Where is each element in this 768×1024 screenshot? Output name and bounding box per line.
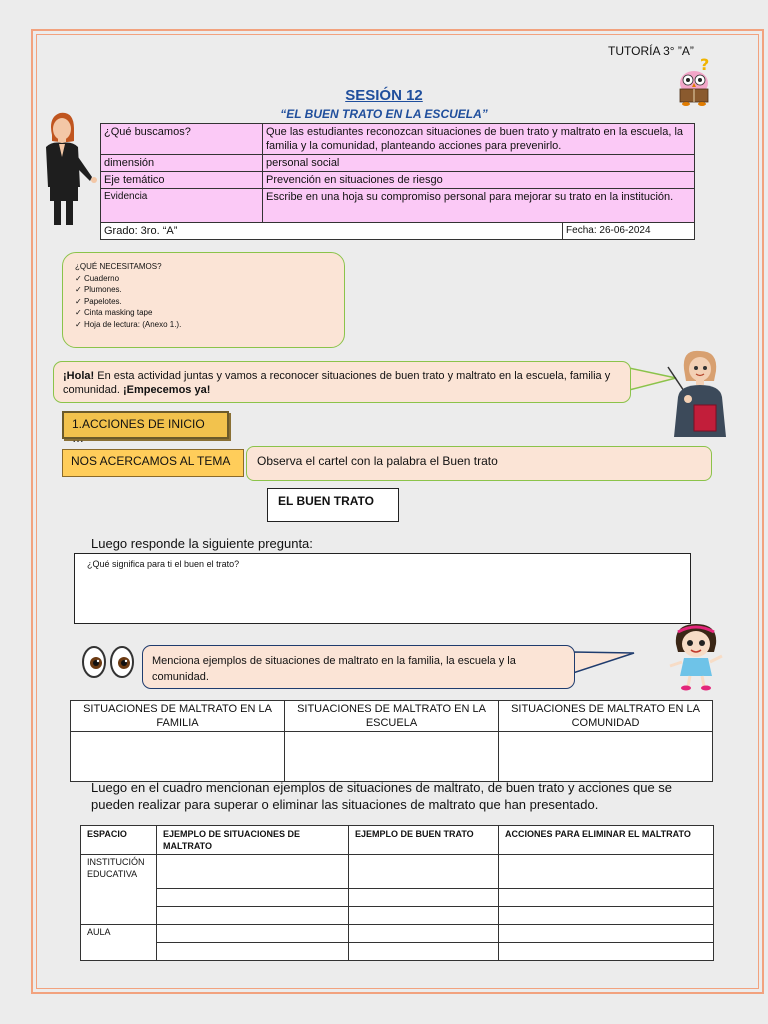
answer-cell[interactable] (157, 925, 349, 943)
buen-trato-box: EL BUEN TRATO (267, 488, 399, 522)
hola-start: ¡Empecemos ya! (122, 384, 211, 396)
column-header: EJEMPLO DE BUEN TRATO (349, 826, 499, 855)
answer-cell[interactable] (349, 855, 499, 889)
column-header: EJEMPLO DE SITUACIONES DE MALTRATO (157, 826, 349, 855)
answer-cell[interactable] (157, 907, 349, 925)
answer-cell[interactable] (349, 925, 499, 943)
girl-waving-illustration (664, 622, 728, 692)
nos-acercamos-label: NOS ACERCAMOS AL TEMA (62, 449, 244, 477)
bubble-tail (572, 649, 638, 677)
info-row (101, 172, 695, 189)
eyes-icon (80, 643, 136, 683)
needs-item: ✓ Papelotes. (75, 296, 122, 306)
answer-cell[interactable] (499, 889, 714, 907)
answer-cell[interactable] (499, 732, 713, 782)
table-header-row (71, 701, 713, 732)
checkmark-icon: ✓ (75, 285, 84, 294)
svg-text:?: ? (700, 56, 710, 74)
pregunta-answer-box[interactable]: ¿Qué significa para ti el buen el trato? (74, 553, 691, 624)
luego-cuadro-text: Luego en el cuadro mencionan ejemplos de situaciones de maltrato, de buen trato y acciones que se pueden realizar para superar o eliminar las situaciones de maltrato que han presentado. (91, 780, 673, 812)
table-header-row (81, 826, 714, 855)
checkmark-icon: ✓ (75, 319, 84, 329)
acciones-table (80, 825, 714, 961)
answer-cell[interactable] (499, 925, 714, 943)
hola-greeting: ¡Hola! (63, 370, 95, 382)
answer-cell[interactable] (285, 732, 499, 782)
info-key: Eje temático (101, 172, 263, 189)
needs-item: ✓ Hoja de lectura: (Anexo 1.). (75, 319, 182, 329)
row-label: AULA (81, 925, 157, 961)
row-label: INSTITUCIÓN EDUCATIVA (81, 855, 157, 925)
grado-cell: Grado: 3ro. “A” (101, 223, 563, 240)
table-row (81, 855, 714, 889)
info-key: Evidencia (101, 189, 263, 223)
maltrato-table (70, 700, 713, 782)
needs-item: ✓ Cinta masking tape (75, 308, 153, 317)
column-header: SITUACIONES DE MALTRATO EN LA ESCUELA (285, 701, 499, 732)
checkmark-icon: ✓ (75, 273, 84, 283)
info-value: Que las estudiantes reconozcan situaciones de buen trato y maltrato en la escuela, la familia y la comunidad, planteando acciones para prevenirlo. (263, 124, 695, 155)
answer-cell[interactable] (157, 889, 349, 907)
fecha-cell: Fecha: 26-06-2024 (563, 223, 695, 240)
session-subtitle: “EL BUEN TRATO EN LA ESCUELA” (280, 107, 488, 121)
column-header: ACCIONES PARA ELIMINAR EL MALTRATO (499, 826, 714, 855)
needs-item: ✓ Cuaderno (75, 273, 120, 283)
answer-cell[interactable] (349, 907, 499, 925)
table-row (81, 889, 714, 907)
answer-cell[interactable] (157, 855, 349, 889)
column-header: SITUACIONES DE MALTRATO EN LA FAMILIA (71, 701, 285, 732)
info-row (101, 155, 695, 172)
info-row (101, 124, 695, 155)
acciones-inicio-button[interactable]: 1.ACCIONES DE INICIO … (62, 411, 229, 439)
info-row-grado-fecha (101, 223, 695, 240)
session-title: SESIÓN 12 (345, 87, 423, 104)
checkmark-icon: ✓ (75, 308, 84, 317)
info-key: dimensión (101, 155, 263, 172)
tutoria-label: TUTORÍA 3° ”A” (608, 44, 694, 58)
table-row (71, 732, 713, 782)
column-header: ESPACIO (81, 826, 157, 855)
column-header: SITUACIONES DE MALTRATO EN LA COMUNIDAD (499, 701, 713, 732)
teacher-pointing-illustration (38, 107, 98, 227)
session-info-table (100, 123, 695, 240)
info-row (101, 189, 695, 223)
info-value: Escribe en una hoja su compromiso personal para mejorar su trato en la institución. (263, 189, 695, 223)
info-key: ¿Qué buscamos? (101, 124, 263, 155)
needs-item: ✓ Plumones. (75, 285, 122, 294)
info-value: Prevención en situaciones de riesgo (263, 172, 695, 189)
hola-text: En esta actividad juntas y vamos a reconocer situaciones de buen trato y maltrato en la escuela, familia y comunidad. (63, 370, 611, 396)
answer-cell[interactable] (157, 943, 349, 961)
table-row (81, 907, 714, 925)
hola-bubble (53, 361, 631, 403)
luego-pregunta-text: Luego responde la siguiente pregunta: (91, 536, 313, 551)
needs-title: ¿QUÉ NECESITAMOS? (75, 262, 162, 271)
observa-bubble: Observa el cartel con la palabra el Buen trato (246, 446, 712, 481)
answer-cell[interactable] (499, 855, 714, 889)
needs-bubble (62, 252, 345, 348)
answer-cell[interactable] (349, 943, 499, 961)
teacher-with-book-illustration (664, 347, 734, 439)
answer-cell[interactable] (71, 732, 285, 782)
menciona-bubble: Menciona ejemplos de situaciones de maltrato en la familia, la escuela y la comunidad. (142, 645, 575, 689)
answer-cell[interactable] (499, 907, 714, 925)
answer-cell[interactable] (499, 943, 714, 961)
table-row (81, 925, 714, 943)
table-row (81, 943, 714, 961)
checkmark-icon: ✓ (75, 296, 84, 306)
info-value: personal social (263, 155, 695, 172)
answer-cell[interactable] (349, 889, 499, 907)
